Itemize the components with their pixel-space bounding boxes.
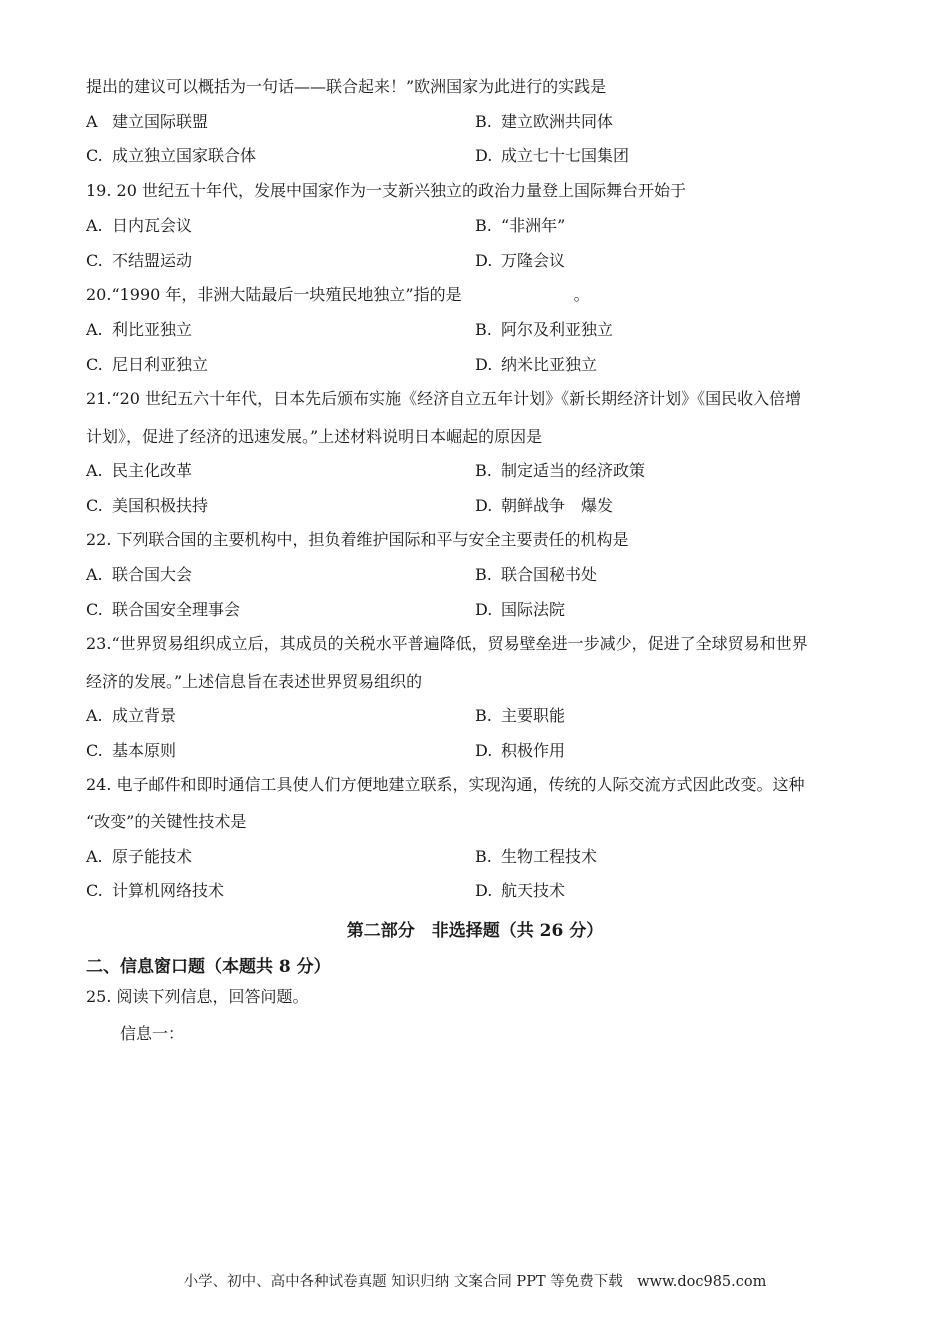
option-text: 建立国际联盟: [112, 112, 209, 131]
option-letter: B.: [475, 320, 492, 339]
option-letter: A: [86, 112, 98, 131]
option-text: 成立独立国家联合体: [112, 146, 257, 165]
section-two-heading: 二、信息窗口题（本题共 8 分）: [86, 957, 331, 977]
question-19-stem: 19. 20 世纪五十年代，发展中国家作为一支新兴独立的政治力量登上国际舞台开始于: [86, 181, 686, 200]
option-text: 计算机网络技术: [112, 881, 225, 900]
option-text: 原子能技术: [112, 847, 193, 866]
option-text: 成立七十七国集团: [501, 146, 630, 165]
q19-option-b: [475, 216, 565, 236]
option-letter: D.: [475, 146, 493, 165]
option-text: “非洲年”: [501, 216, 566, 235]
page-footer: 小学、初中、高中各种试卷真题 知识归纳 文案合同 PPT 等免费下载 www.doc985.com: [183, 1274, 767, 1290]
q24-option-d: [475, 881, 565, 901]
q19-option-c: [86, 251, 192, 271]
option-text: 万隆会议: [501, 251, 566, 270]
option-letter: D.: [475, 881, 493, 900]
part-two-title: 第二部分 非选择题（共 26 分）: [346, 921, 604, 941]
option-letter: C.: [86, 496, 103, 515]
question-22-stem: 22. 下列联合国的主要机构中，担负着维护国际和平与安全主要责任的机构是: [86, 530, 629, 549]
q21-option-a: [86, 461, 192, 481]
option-letter: A.: [86, 216, 103, 235]
q21-option-c: [86, 496, 208, 516]
question-24-stem-line2: “改变”的关键性技术是: [86, 812, 247, 831]
option-text: 建立欧洲共同体: [501, 112, 614, 131]
q18-option-a: [86, 112, 208, 132]
option-text: 朝鲜战争 爆发: [501, 496, 614, 515]
question-18-stem-tail: 提出的建议可以概括为一句话——联合起来！”欧洲国家为此进行的实践是: [86, 77, 607, 96]
q24-option-c: [86, 881, 224, 901]
q19-option-d: [475, 251, 565, 271]
option-text: 阿尔及利亚独立: [501, 320, 614, 339]
question-24-stem-line1: 24. 电子邮件和即时通信工具使人们方便地建立联系，实现沟通，传统的人际交流方式因此改变。这种: [86, 775, 805, 794]
option-text: 积极作用: [501, 741, 566, 760]
option-text: 尼日利亚独立: [112, 355, 209, 374]
option-text: 民主化改革: [112, 461, 193, 480]
option-text: 主要职能: [501, 706, 566, 725]
option-text: 国际法院: [501, 600, 566, 619]
option-text: 美国积极扶持: [112, 496, 209, 515]
q22-option-a: [86, 565, 192, 585]
q20-option-b: [475, 320, 613, 340]
option-letter: C.: [86, 881, 103, 900]
option-letter: D.: [475, 496, 493, 515]
question-23-stem-line2: 经济的发展。”上述信息旨在表述世界贸易组织的: [86, 672, 423, 691]
option-letter: D.: [475, 251, 493, 270]
option-text: 生物工程技术: [501, 847, 598, 866]
q18-option-b: [475, 112, 613, 132]
q23-option-a: [86, 706, 176, 726]
option-text: 日内瓦会议: [112, 216, 193, 235]
option-text: 联合国秘书处: [501, 565, 598, 584]
option-text: 制定适当的经济政策: [501, 461, 646, 480]
option-letter: B.: [475, 461, 492, 480]
question-25-stem: 25. 阅读下列信息，回答问题。: [86, 987, 309, 1006]
option-letter: D.: [475, 355, 493, 374]
option-letter: C.: [86, 600, 103, 619]
q24-option-b: [475, 847, 597, 867]
option-letter: B.: [475, 706, 492, 725]
option-letter: B.: [475, 216, 492, 235]
question-21-stem-line1: 21.“20 世纪五六十年代，日本先后颁布实施《经济自立五年计划》《新长期经济计划》《国民收入倍增: [86, 389, 802, 408]
option-letter: D.: [475, 741, 493, 760]
q22-option-d: [475, 600, 565, 620]
q21-option-b: [475, 461, 645, 481]
option-text: 联合国安全理事会: [112, 600, 241, 619]
q23-option-c: [86, 741, 176, 761]
option-text: 不结盟运动: [112, 251, 193, 270]
q24-option-a: [86, 847, 192, 867]
option-text: 联合国大会: [112, 565, 193, 584]
question-21-stem-line2: 计划》，促进了经济的迅速发展。”上述材料说明日本崛起的原因是: [86, 427, 543, 446]
option-letter: A.: [86, 847, 103, 866]
option-text: 基本原则: [112, 741, 177, 760]
option-letter: C.: [86, 355, 103, 374]
info-one-label: 信息一：: [120, 1024, 185, 1043]
option-letter: B.: [475, 565, 492, 584]
q20-option-c: [86, 355, 208, 375]
option-letter: C.: [86, 251, 103, 270]
option-letter: A.: [86, 565, 103, 584]
option-letter: A.: [86, 461, 103, 480]
option-text: 利比亚独立: [112, 320, 193, 339]
q21-option-d: [475, 496, 613, 516]
q20-option-a: [86, 320, 192, 340]
q19-option-a: [86, 216, 192, 236]
option-text: 纳米比亚独立: [501, 355, 598, 374]
option-letter: B.: [475, 112, 492, 131]
option-letter: A.: [86, 320, 103, 339]
question-23-stem-line1: 23.“世界贸易组织成立后，其成员的关税水平普遍降低，贸易壁垒进一步减少，促进了全球贸易和世界: [86, 634, 808, 653]
q23-option-b: [475, 706, 565, 726]
question-20-stem: 20.“1990 年，非洲大陆最后一块殖民地独立”指的是 。: [86, 285, 590, 304]
option-letter: D.: [475, 600, 493, 619]
option-letter: C.: [86, 146, 103, 165]
option-letter: B.: [475, 847, 492, 866]
option-text: 航天技术: [501, 881, 566, 900]
q20-option-d: [475, 355, 597, 375]
q18-option-d: [475, 146, 629, 166]
option-text: 成立背景: [112, 706, 177, 725]
q22-option-b: [475, 565, 597, 585]
q23-option-d: [475, 741, 565, 761]
q18-option-c: [86, 146, 256, 166]
option-letter: C.: [86, 741, 103, 760]
q22-option-c: [86, 600, 240, 620]
option-letter: A.: [86, 706, 103, 725]
